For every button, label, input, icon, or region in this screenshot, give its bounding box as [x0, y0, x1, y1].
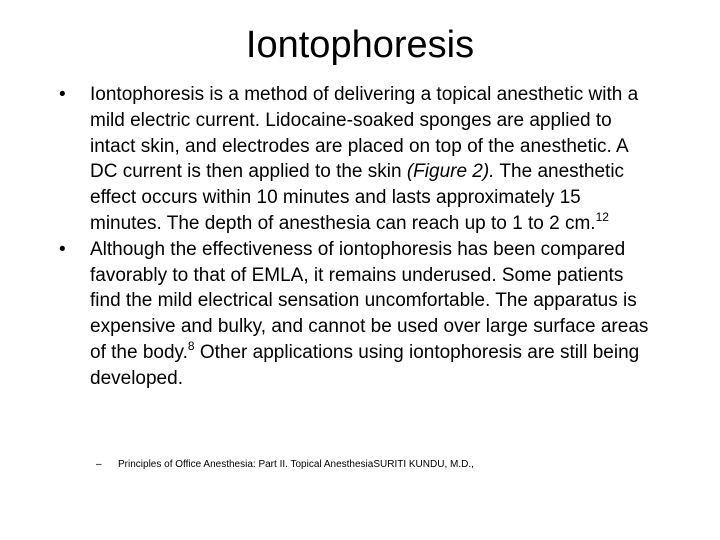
bullet-list [56, 82, 656, 392]
citation-superscript: 12 [595, 209, 609, 224]
figure-reference: (Figure 2). [406, 161, 495, 183]
bullet-text: Iontophoresis is a method of delivering a topical anesthetic with a mild electric current. Lidocaine-soaked sponges are applied to intact skin, and electrodes are placed on top of the anesthetic. A DC current is then applied to the skin [90, 84, 639, 183]
bullet-marker: • [59, 84, 66, 105]
footer-dash: – [96, 459, 102, 470]
slide-title: Iontophoresis [245, 24, 475, 66]
bullet-text-continued: The anesthetic effect occurs within 10 minutes and lasts approximately 15 minutes. The depth of anesthesia can reach up to 1 to 2 cm. [90, 161, 625, 234]
bullet-marker: • [59, 238, 66, 260]
bullet-item-effectiveness [56, 237, 656, 392]
bullet-text-continued: Other applications using iontophoresis are still being developed. [90, 341, 640, 389]
bullet-text: Although the effectiveness of iontophoresis has been compared favorably to that of EMLA, it remains underused. Some patients find the mild electrical sensation uncomfortable. The apparatus is expensive and bulky, and cannot be used over large surface areas of the body. [90, 238, 649, 363]
citation-superscript: 8 [187, 338, 195, 353]
footer-citation-text: Principles of Office Anesthesia: Part II. Topical AnesthesiaSURITI KUNDU, M.D., [118, 459, 474, 470]
footer-citation [96, 458, 696, 472]
bullet-item-method [56, 82, 656, 237]
